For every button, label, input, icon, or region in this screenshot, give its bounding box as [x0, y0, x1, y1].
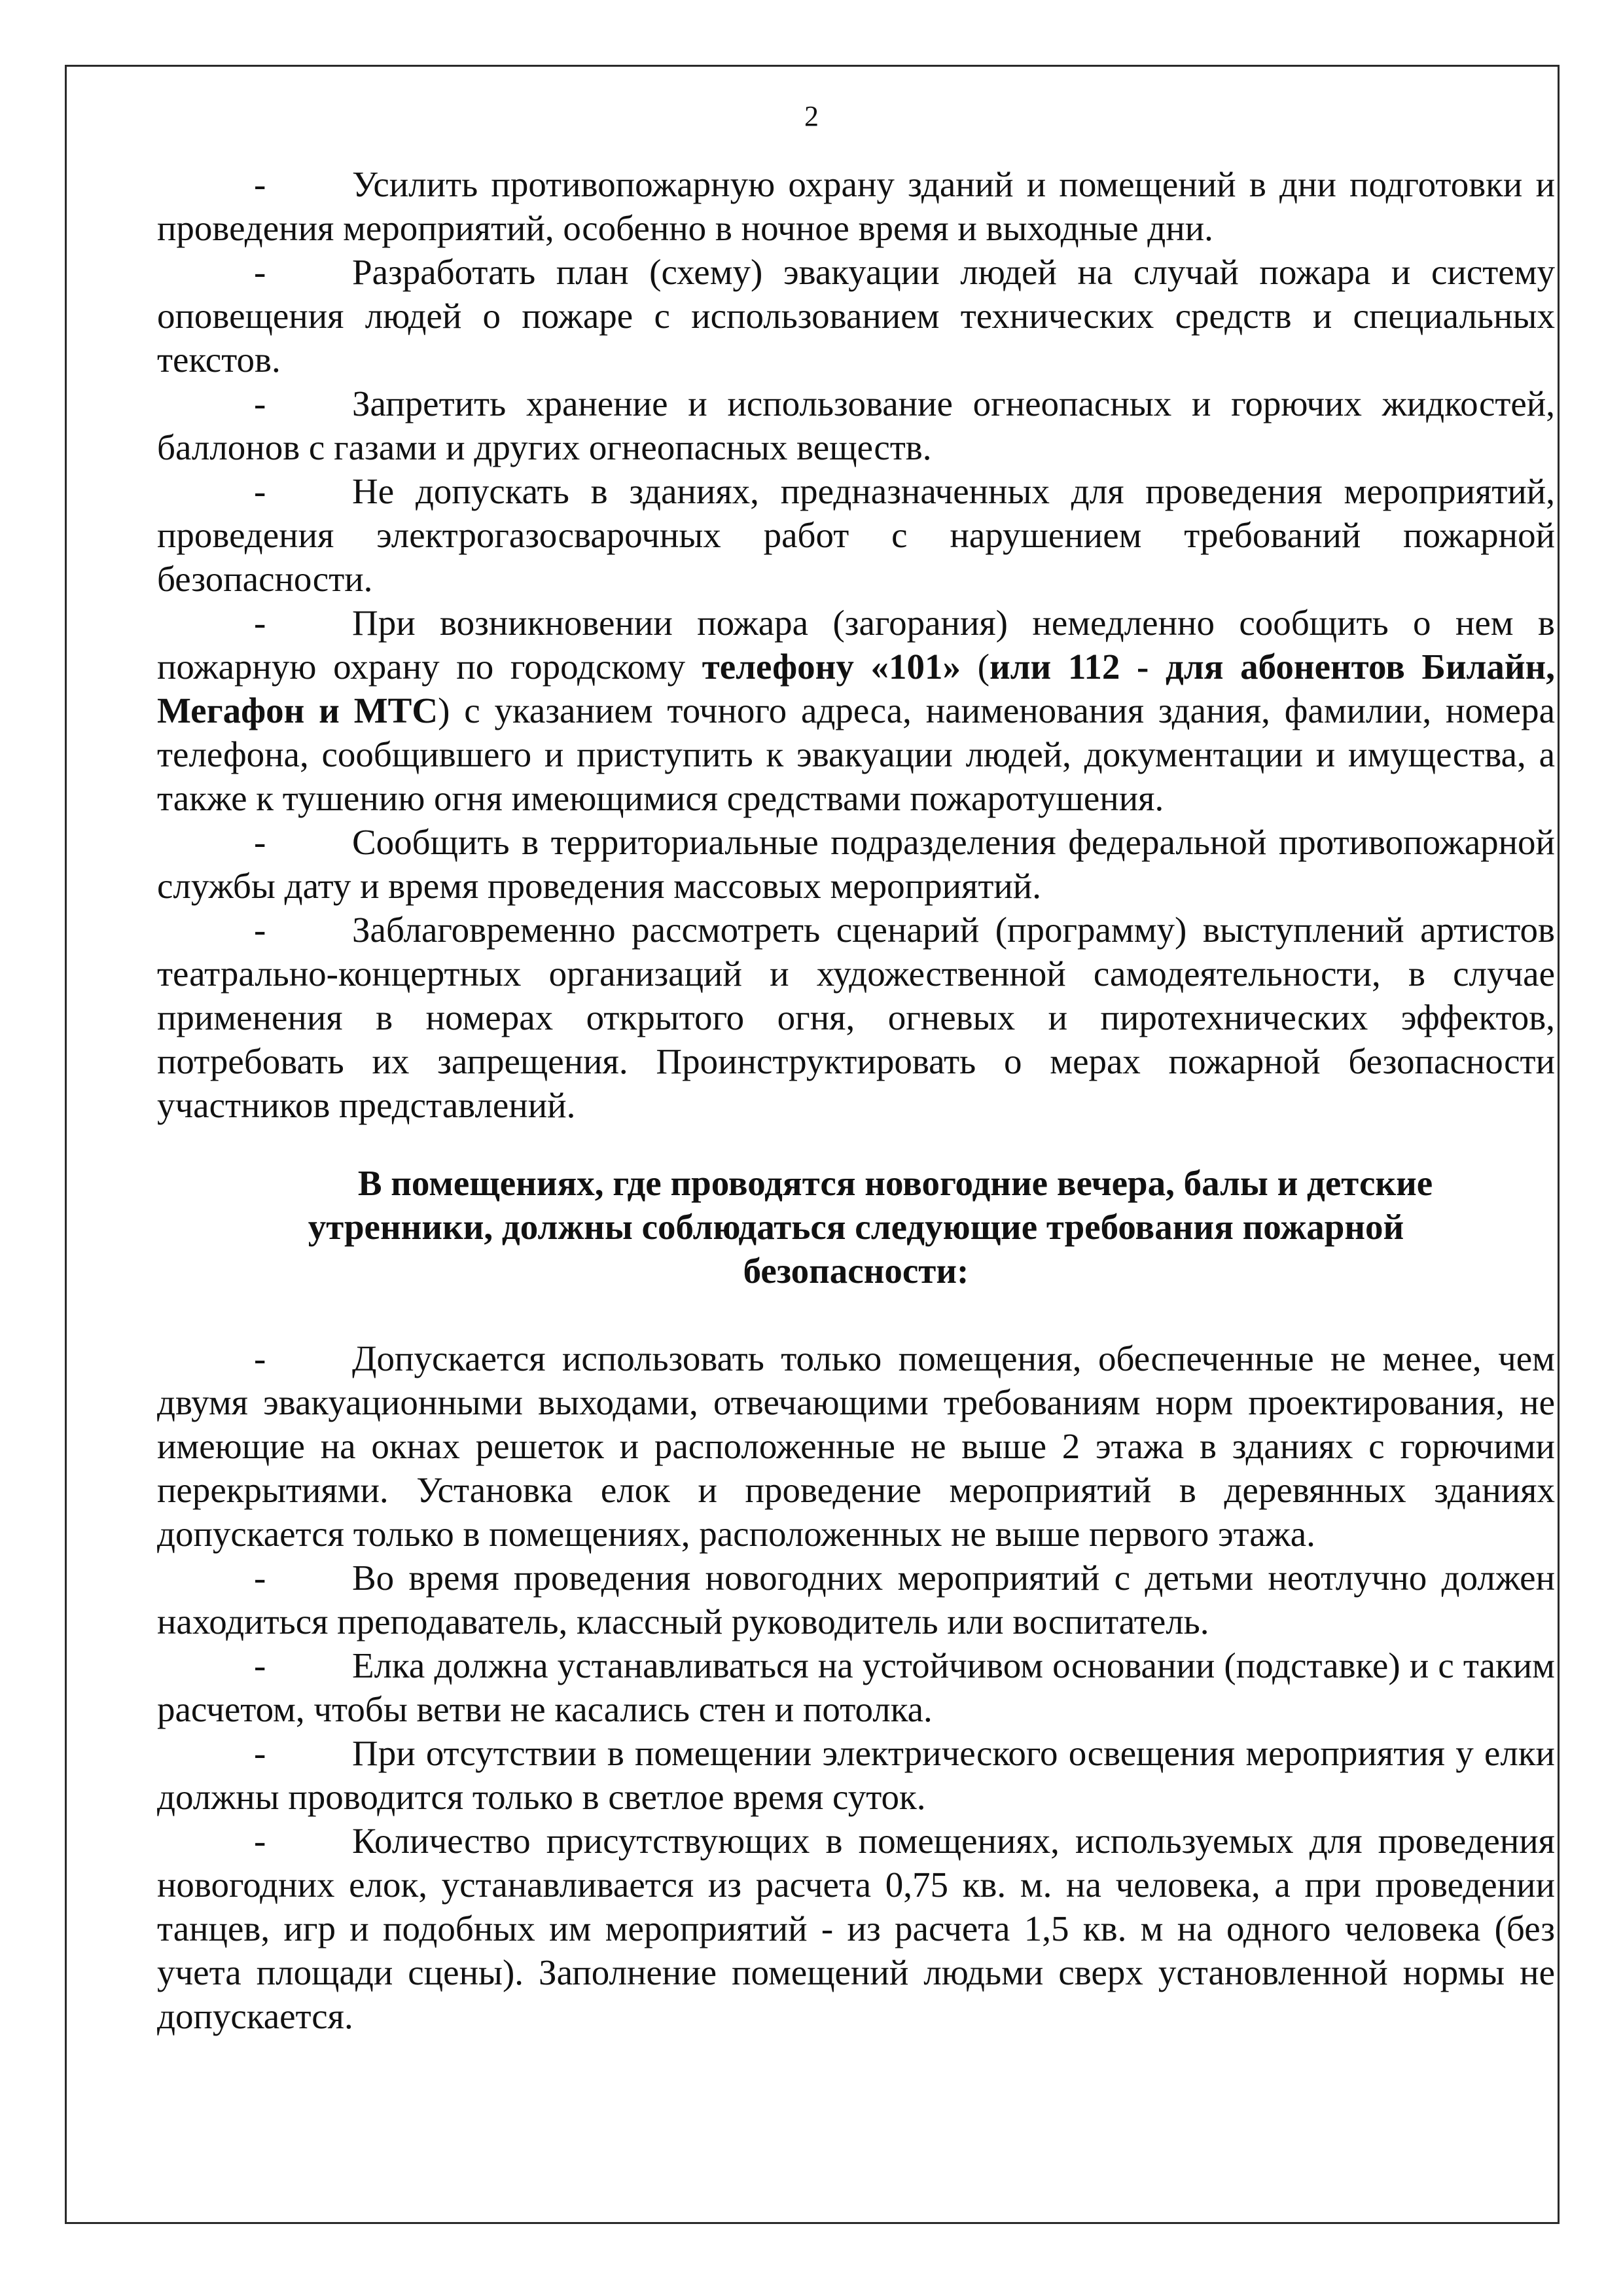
list-item-text: При возникновении пожара (загорания) немедленно сообщить о нем в пожарную охрану по городскому: [157, 603, 1555, 687]
list-item-text: (: [961, 647, 990, 687]
list-dash: -: [254, 1733, 266, 1773]
phone-number-text: телефону «101»: [702, 647, 961, 687]
list-item: [157, 382, 1555, 469]
list-item-text: Разработать план (схему) эвакуации людей на случай пожара и систему оповещения людей о пожаре с использованием технических средств и специальных текстов.: [157, 252, 1555, 380]
list-item-text: При отсутствии в помещении электрического освещения мероприятия у елки должны проводится только в светлое время суток.: [157, 1733, 1555, 1817]
heading-line: безопасности:: [743, 1251, 969, 1291]
list-dash: -: [254, 1821, 266, 1861]
list-dash: -: [254, 1645, 266, 1685]
list-dash: -: [254, 1338, 266, 1378]
list-item: [157, 1556, 1555, 1643]
list-item: [157, 1819, 1555, 2038]
list-dash: -: [254, 384, 266, 423]
list-item-text: Сообщить в территориальные подразделения федеральной противопожарной службы дату и время проведения массовых мероприятий.: [157, 822, 1555, 906]
list-dash: -: [254, 1558, 266, 1598]
list-dash: -: [254, 910, 266, 950]
list-dash: -: [254, 252, 266, 292]
list-item-text: Во время проведения новогодних мероприятий с детьми неотлучно должен находиться преподаватель, классный руководитель или воспитатель.: [157, 1558, 1555, 1641]
section-heading: [157, 1161, 1555, 1293]
list-item: [157, 908, 1555, 1127]
list-item: [157, 1731, 1555, 1819]
list-item-text: ) с указанием точного адреса, наименования здания, фамилии, номера телефона, сообщившего и приступить к эвакуации людей, документации и имущества, а также к тушению огня имеющимися средствами пожаротушения.: [157, 691, 1555, 818]
heading-line: В помещениях, где проводятся новогодние вечера, балы и детские: [357, 1163, 1433, 1203]
list-item: [157, 1336, 1555, 1556]
list-item: [157, 820, 1555, 908]
list-item-text: Количество присутствующих в помещениях, используемых для проведения новогодних елок, устанавливается из расчета 0,75 кв. м. на человека, а при проведении танцев, игр и подобных им мероприятий - из расчета 1,5 кв. м на одного человека (без учета площади сцены). Заполнение помещений людьми сверх установленной нормы не допускается.: [157, 1821, 1555, 2036]
spacer: [157, 1293, 1555, 1336]
list-item-text: Допускается использовать только помещения, обеспеченные не менее, чем двумя эвакуационными выходами, отвечающими требованиям норм проектирования, не имеющие на окнах решеток и расположенные не выше 2 этажа в зданиях с горючими перекрытиями. Установка елок и проведение мероприятий в деревянных зданиях допускается только в помещениях, расположенных не выше первого этажа.: [157, 1338, 1555, 1554]
list-dash: -: [254, 471, 266, 511]
list-item-text: Усилить противопожарную охрану зданий и помещений в дни подготовки и проведения мероприятий, особенно в ночное время и выходные дни.: [157, 164, 1555, 248]
list-item-fire-report: [157, 601, 1555, 820]
list-item: [157, 250, 1555, 382]
list-item: [157, 162, 1555, 250]
list-dash: -: [254, 822, 266, 862]
list-item-text: Запретить хранение и использование огнеопасных и горючих жидкостей, баллонов с газами и других огнеопасных веществ.: [157, 384, 1555, 467]
document-body: [157, 162, 1555, 2038]
list-item: [157, 469, 1555, 601]
list-item-text: Не допускать в зданиях, предназначенных для проведения мероприятий, проведения электрогазосварочных работ с нарушением требований пожарной безопасности.: [157, 471, 1555, 599]
list-dash: -: [254, 164, 266, 204]
list-item-text: Елка должна устанавливаться на устойчивом основании (подставке) и с таким расчетом, чтобы ветви не касались стен и потолка.: [157, 1645, 1555, 1729]
heading-line: утренники, должны соблюдаться следующие требования пожарной: [308, 1207, 1404, 1247]
list-item-text: Заблаговременно рассмотреть сценарий (программу) выступлений артистов театрально-концертных организаций и художественной самодеятельности, в случае применения в номерах открытого огня, огневых и пиротехнических эффектов, потребовать их запрещения. Проинструктировать о мерах пожарной безопасности участников представлений.: [157, 910, 1555, 1125]
list-dash: -: [254, 603, 266, 643]
mobile-operators-text: или 112 - для абонентов Билайн, Мегафон и МТС: [157, 647, 1555, 730]
list-item: [157, 1643, 1555, 1731]
page-number: 2: [804, 100, 819, 132]
